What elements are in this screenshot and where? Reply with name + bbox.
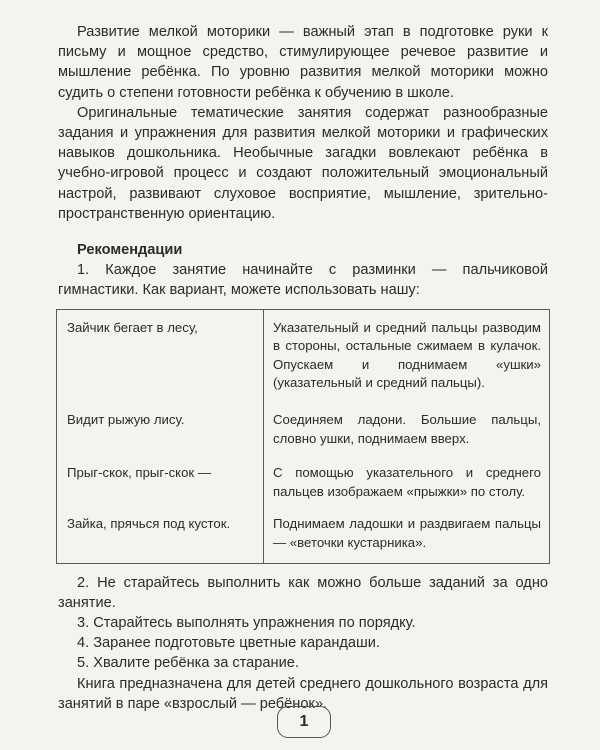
action-cell: С помощью указательного и среднего пальцев изображаем «прыжки» по столу. xyxy=(273,465,541,499)
table-row xyxy=(57,411,550,464)
recommendation-2: 2. Не старайтесь выполнить как можно больше заданий за одно занятие. xyxy=(58,574,548,611)
recommendation-1: 1. Каждое занятие начинайте с разминки — пальчиковой гимнастики. Как вариант, можете использовать нашу: xyxy=(58,262,548,299)
verse-cell: Видит рыжую лису. xyxy=(57,411,264,464)
table-row xyxy=(57,309,550,411)
recommendation-3: 3. Старайтесь выполнять упражнения по порядку. xyxy=(77,614,416,631)
closing-paragraph: Книга предназначена для детей среднего дошкольного возраста для занятий в паре «взрослый — ребёнок». xyxy=(58,675,548,712)
intro-paragraph-2: Оригинальные тематические занятия содержат разнообразные задания и упражнения для развития мелкой моторики и графических навыков дошкольника. Необычные загадки вовлекают ребёнка в учебно-игровой процесс и создают положительный эмоциональный настрой, развивают слуховое восприятие, мышление, зрительно-пространственную ориентацию. xyxy=(58,104,548,222)
recommendations-heading: Рекомендации xyxy=(77,242,183,259)
table-row xyxy=(57,515,550,563)
action-cell: Соединяем ладони. Большие пальцы, словно ушки, поднимаем вверх. xyxy=(273,412,541,446)
action-cell: Указательный и средний пальцы разводим в стороны, остальные сжимаем в кулачок. Опускаем и поднимаем «ушки» (указательный и средний пальцы). xyxy=(273,319,541,391)
action-cell: Поднимаем ладошки и раздвигаем пальцы — «веточки кустарника». xyxy=(273,516,541,550)
verse-cell: Зайка, прячься под кусток. xyxy=(57,515,264,563)
recommendation-4: 4. Заранее подготовьте цветные карандаши. xyxy=(77,635,380,652)
intro-paragraph-1: Развитие мелкой моторики — важный этап в подготовке руки к письму и мощное средство, стимулирующее речевое развитие и мышление ребёнка. По уровню развития мелкой моторики можно судить о степени готовности ребёнка к обучению в школе. xyxy=(58,24,548,101)
verse-cell: Прыг-скок, прыг-скок — xyxy=(57,464,264,515)
verse-cell: Зайчик бегает в лесу, xyxy=(57,309,264,411)
page-content xyxy=(58,22,548,714)
finger-exercise-table xyxy=(56,309,550,564)
recommendation-5: 5. Хвалите ребёнка за старание. xyxy=(77,655,299,672)
page-number: 1 xyxy=(277,706,331,738)
table-row xyxy=(57,464,550,515)
